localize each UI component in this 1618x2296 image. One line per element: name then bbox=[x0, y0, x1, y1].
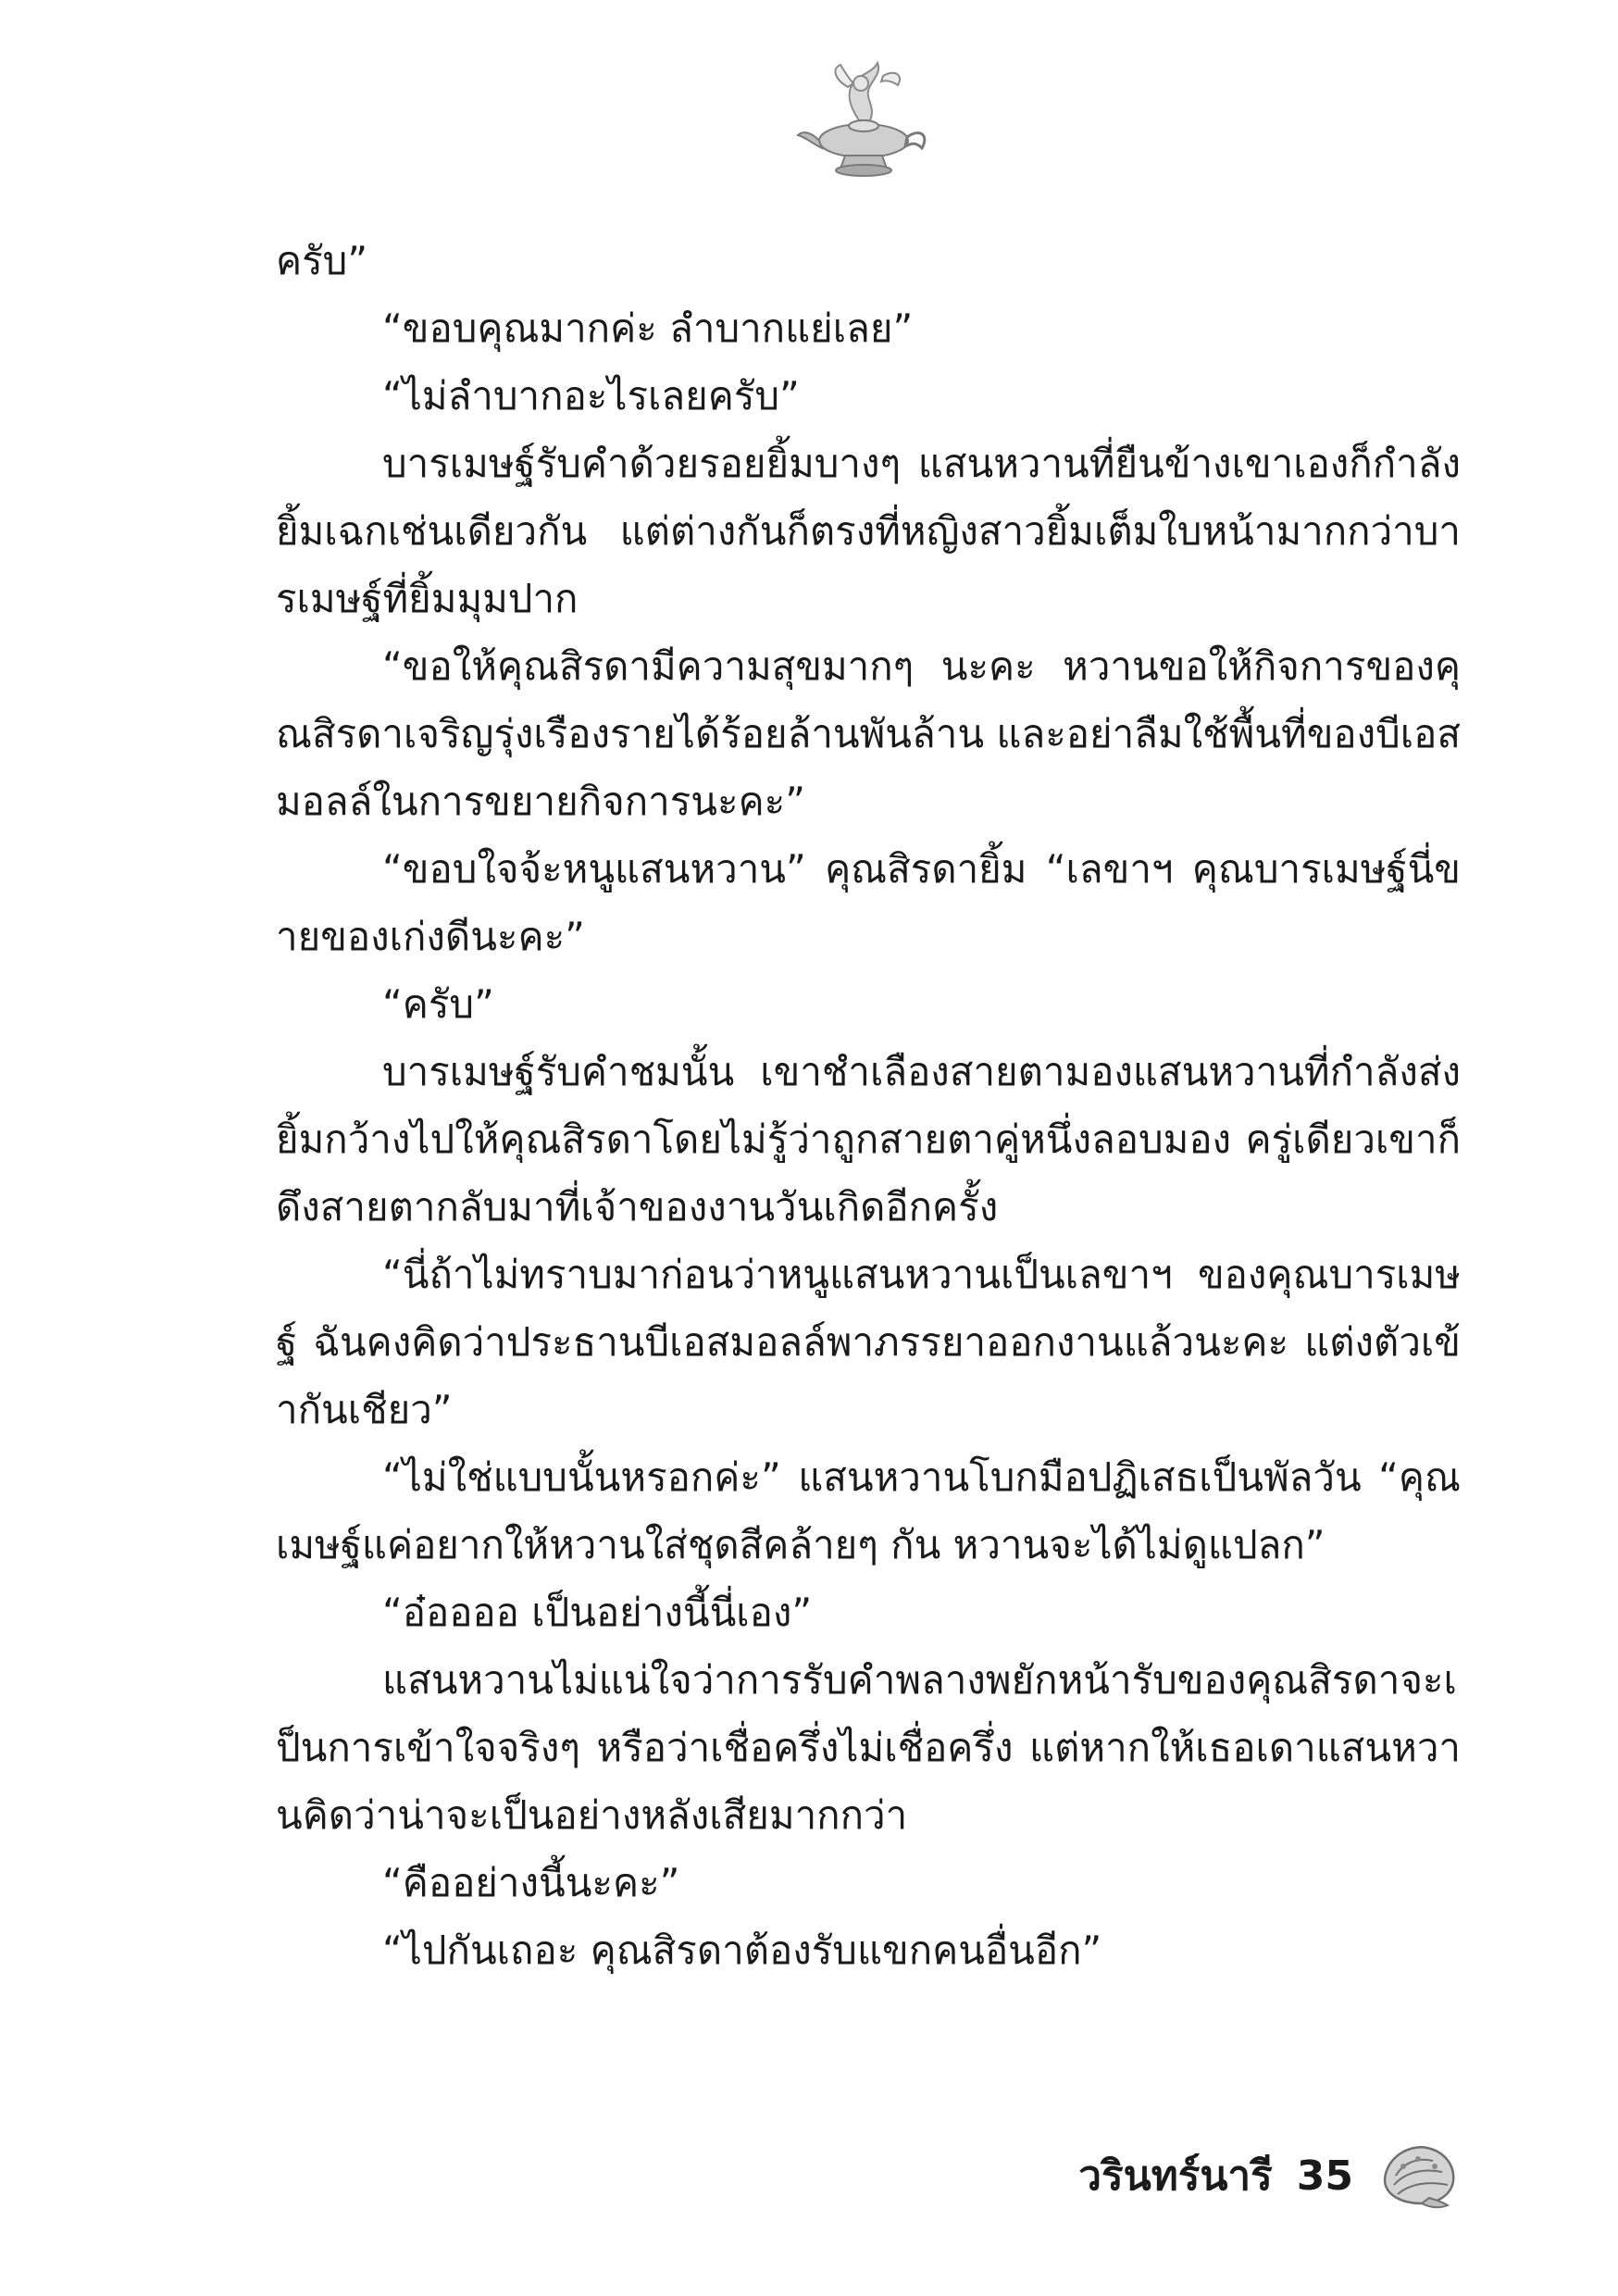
paragraph: “ไปกันเถอะ คุณสิรดาต้องรับแขกคนอื่นอีก” bbox=[382, 1928, 1102, 1973]
paragraph: “คืออย่างนี้นะคะ” bbox=[382, 1860, 680, 1905]
page-number: 35 bbox=[1296, 2152, 1353, 2200]
paragraph: “ไม่ใช่แบบนั้นหรอกค่ะ” แสนหวานโบกมือปฏิเสธเป็นพัลวัน “คุณเมษฐ์แค่อยากให้หวานใส่ชุดสีคล้ายๆ กัน หวานจะได้ไม่ดูแปลก” bbox=[276, 1454, 1461, 1567]
shell-icon bbox=[1377, 2139, 1461, 2213]
book-title: วรินทร์นารี bbox=[1078, 2152, 1273, 2200]
page-footer bbox=[1078, 2139, 1461, 2213]
paragraph: “อ๋ออออ เป็นอย่างนี้นี่เอง” bbox=[382, 1590, 813, 1635]
paragraph: “ขอบคุณมากค่ะ ลำบากแย่เลย” bbox=[382, 306, 914, 351]
paragraph: “ครับ” bbox=[382, 981, 494, 1027]
paragraph: “ขอให้คุณสิรดามีความสุขมากๆ นะคะ หวานขอให้กิจการของคุณสิรดาเจริญรุ่งเรืองรายได้ร้อยล้านพันล้าน และอย่าลืมใช้พื้นที่ของบีเอสมอลล์ในการขยายกิจการนะคะ” bbox=[276, 643, 1462, 824]
paragraph: “ไม่ลำบากอะไรเลยครับ” bbox=[382, 373, 800, 418]
paragraph: บารเมษฐ์รับคำด้วยรอยยิ้มบางๆ แสนหวานที่ยืนข้างเขาเองก็กำลังยิ้มเฉกเช่นเดียวกัน แต่ต่างกันก็ตรงที่หญิงสาวยิ้มเต็มใบหน้ามากกว่าบารเมษฐ์ที่ยิ้มมุมปาก bbox=[276, 441, 1461, 621]
genie-lamp-icon bbox=[794, 56, 933, 185]
paragraph: แสนหวานไม่แน่ใจว่าการรับคำพลางพยักหน้ารับของคุณสิรดาจะเป็นการเข้าใจจริงๆ หรือว่าเชื่อครึ่งไม่เชื่อครึ่ง แต่หากให้เธอเดาแสนหวานคิดว่าน่าจะเป็นอย่างหลังเสียมากกว่า bbox=[276, 1657, 1461, 1838]
paragraph: บารเมษฐ์รับคำชมนั้น เขาชำเลืองสายตามองแสนหวานที่กำลังส่งยิ้มกว้างไปให้คุณสิรดาโดยไม่รู้ว่าถูกสายตาคู่หนึ่งลอบมอง ครู่เดียวเขาก็ดึงสายตากลับมาที่เจ้าของงานวันเกิดอีกครั้ง bbox=[276, 1049, 1461, 1229]
paragraph: “ขอบใจจ้ะหนูแสนหวาน” คุณสิรดายิ้ม “เลขาฯ คุณบารเมษฐ์นี่ขายของเก่งดีนะคะ” bbox=[276, 846, 1461, 959]
paragraph: “นี่ถ้าไม่ทราบมาก่อนว่าหนูแสนหวานเป็นเลขาฯ ของคุณบารเมษฐ์ ฉันคงคิดว่าประธานบีเอสมอลล์พาภรรยาออกงานแล้วนะคะ แต่งตัวเข้ากันเชียว” bbox=[276, 1252, 1461, 1432]
paragraph: ครับ” bbox=[276, 238, 368, 283]
body-text bbox=[276, 227, 1461, 1984]
